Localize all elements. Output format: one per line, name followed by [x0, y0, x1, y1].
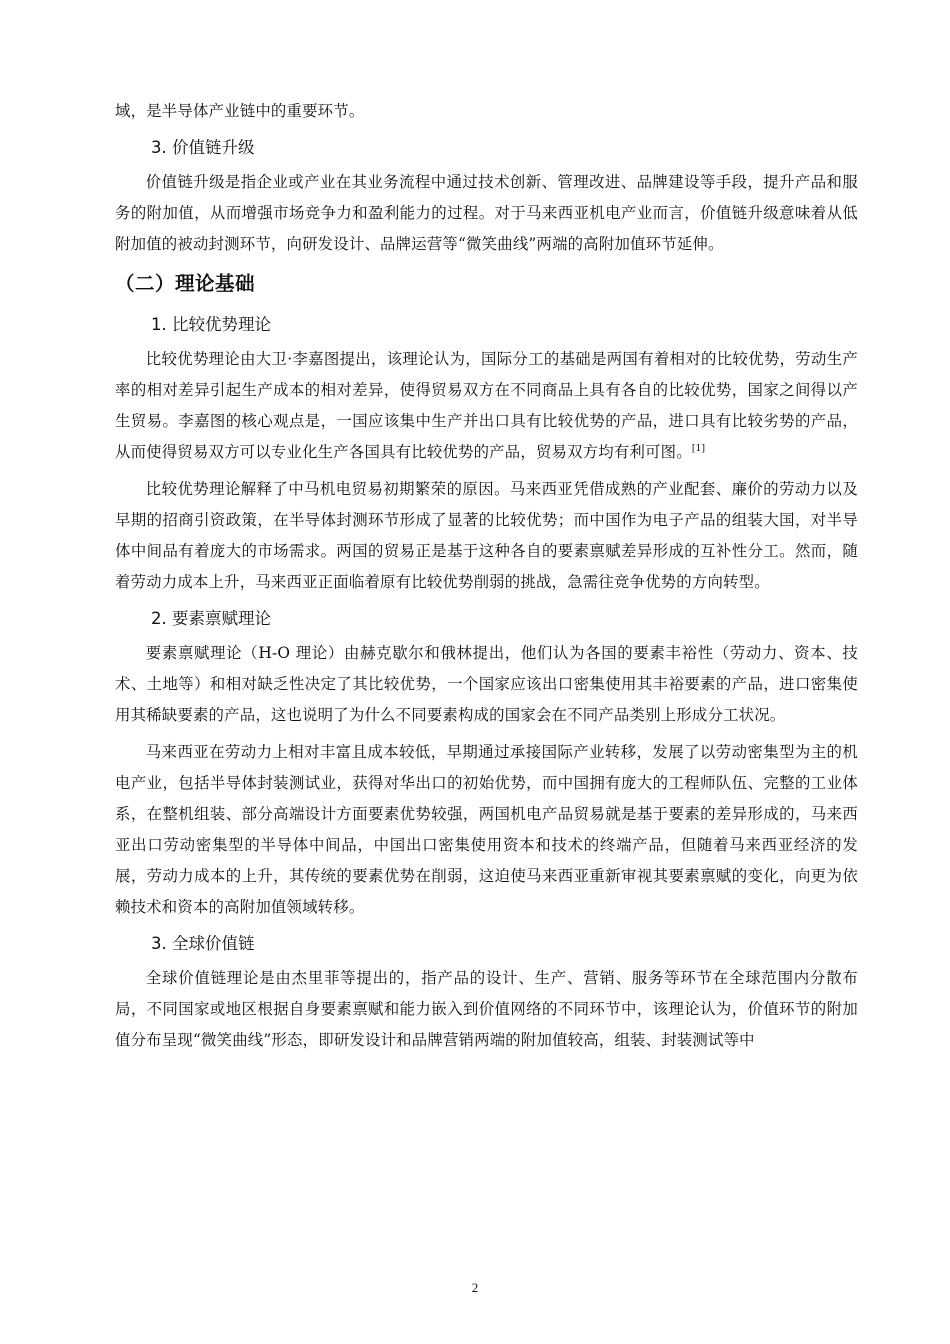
paragraph-comparative-advantage-2: 比较优势理论解释了中马机电贸易初期繁荣的原因。马来西亚凭借成熟的产业配套、廉价的劳动力以及早期的招商引资政策，在半导体封测环节形成了显著的比较优势；而中国作为电子产品的组装大国，对半导体中间品有着庞大的市场需求。两国的贸易正是基于这种各自的要素禀赋差异形成的互补性分工。然而，随着劳动力成本上升，马来西亚正面临着原有比较优势削弱的挑战，急需往竞争优势的方向转型。: [115, 480, 858, 591]
paragraph-factor-endowment-1: 要素禀赋理论（H-O 理论）由赫克歇尔和俄林提出，他们认为各国的要素丰裕性（劳动力、资本、技术、土地等）和相对缺乏性决定了其比较优势，一个国家应该出口密集使用其丰裕要素的产品，进口密集使用其稀缺要素的产品，这也说明了为什么不同要素构成的国家会在不同产品类别上形成分工状况。: [115, 644, 858, 724]
heading-theory-basis: （二）理论基础: [115, 272, 256, 295]
page-number: 2: [471, 1280, 479, 1295]
heading-comparative-advantage: 1. 比较优势理论: [151, 315, 271, 334]
heading-global-value-chain: 3. 全球价值链: [151, 934, 255, 953]
paragraph-value-chain-upgrade: 价值链升级是指企业或产业在其业务流程中通过技术创新、管理改进、品牌建设等手段，提升产品和服务的附加值，从而增强市场竞争力和盈利能力的过程。对于马来西亚机电产业而言，价值链升级意味着从低附加值的被动封测环节，向研发设计、品牌运营等“微笑曲线”两端的高附加值环节延伸。: [115, 173, 858, 253]
heading-value-chain-upgrade: 3. 价值链升级: [151, 138, 255, 157]
paragraph-comparative-advantage-1-text: 比较优势理论由大卫·李嘉图提出，该理论认为，国际分工的基础是两国有着相对的比较优势，劳动生产率的相对差异引起生产成本的相对差异，使得贸易双方在不同商品上具有各自的比较优势，国家之间得以产生贸易。李嘉图的核心观点是，一国应该集中生产并出口具有比较优势的产品，进口具有比较劣势的产品，从而使得贸易双方可以专业化生产各国具有比较优势的产品，贸易双方均有利可图。: [115, 350, 858, 461]
paragraph-comparative-advantage-1: [115, 344, 858, 468]
paragraph-continuation: 域，是半导体产业链中的重要环节。: [115, 102, 365, 120]
page-content: [115, 96, 858, 1056]
paragraph-factor-endowment-2: 马来西亚在劳动力上相对丰富且成本较低，早期通过承接国际产业转移，发展了以劳动密集型为主的机电产业，包括半导体封装测试业，获得对华出口的初始优势，而中国拥有庞大的工程师队伍、完整的工业体系，在整机组装、部分高端设计方面要素优势较强，两国机电产品贸易就是基于要素的差异形成的，马来西亚出口劳动密集型的半导体中间品，中国出口密集使用资本和技术的终端产品，但随着马来西亚经济的发展，劳动力成本的上升，其传统的要素优势在削弱，这迫使马来西亚重新审视其要素禀赋的变化，向更为依赖技术和资本的高附加值领域转移。: [115, 743, 858, 916]
heading-factor-endowment: 2. 要素禀赋理论: [151, 609, 271, 628]
paragraph-global-value-chain: 全球价值链理论是由杰里菲等提出的，指产品的设计、生产、营销、服务等环节在全球范围内分散布局，不同国家或地区根据自身要素禀赋和能力嵌入到价值网络的不同环节中，该理论认为，价值环节的附加值分布呈现“微笑曲线”形态，即研发设计和品牌营销两端的附加值较高，组装、封装测试等中: [115, 969, 858, 1049]
reference-marker: [1]: [691, 444, 706, 454]
